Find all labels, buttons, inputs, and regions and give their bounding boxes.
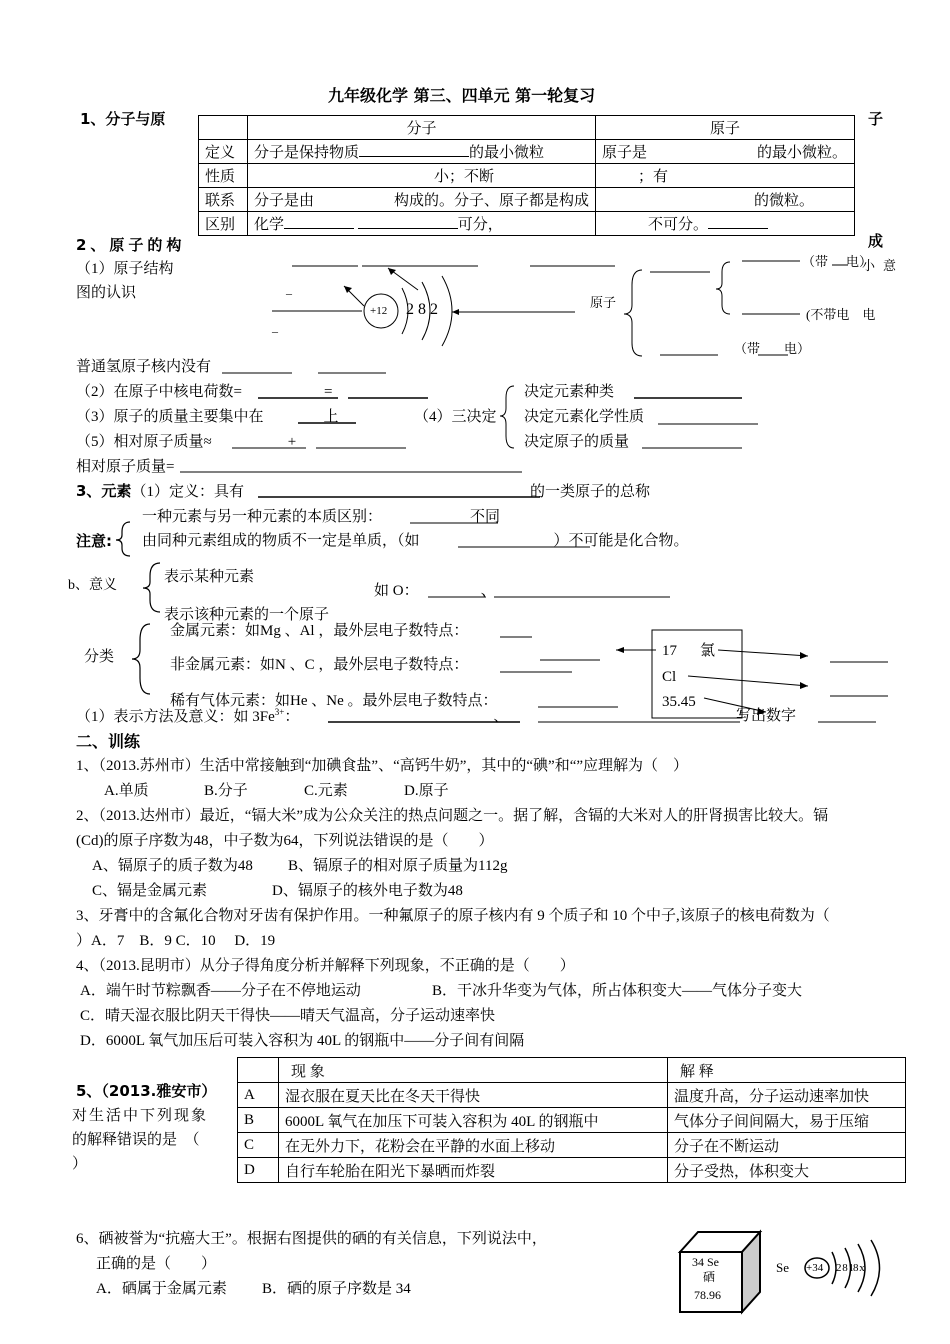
cell: ；有 [596, 164, 855, 188]
table-row: B 6000L 氧气在加压下可装入容积为 40L 的钢瓶中 气体分子间间隔大，易于压缩 [238, 1108, 906, 1133]
atom-label: 原子 [590, 295, 617, 310]
q4-text: 4、（2013.昆明市）从分子得角度分析并解释下列现象，不正确的是（ ） [76, 958, 575, 974]
notation-write-digit: 写出数字 [736, 708, 797, 724]
q6-relative-mass: 相对原子质量= [76, 459, 175, 475]
decide-3: 决定原子的质量 [524, 434, 630, 450]
hydrogen-note: 普通氢原子核内没有 [76, 359, 212, 375]
class-label: 分类 [84, 649, 115, 665]
q5-relative-mass: （5）相对原子质量≈ + [76, 434, 297, 450]
se-cell-cn: 硒 [703, 1270, 716, 1284]
nucleus-charge: +12 [370, 305, 388, 317]
cell-mass: 35.45 [662, 694, 696, 710]
section-2-label-tail: 成 [868, 232, 884, 250]
cell: 的微粒。 [596, 188, 855, 212]
note-1: 一种元素与另一种元素的本质区别： 不同 [142, 509, 501, 525]
section-1-label: 1、分子与原 [80, 110, 166, 128]
table-row: D 自行车轮胎在阳光下暴晒而炸裂 分子受热，体积变大 [238, 1158, 906, 1183]
cell: 分子是保持物质 的最小微粒 [248, 140, 596, 164]
q5-text-3: ） [72, 1156, 88, 1172]
atom-structure-label-1: （1）原子结构 [76, 261, 174, 277]
dash-1: – [286, 286, 292, 300]
cell: 原子是 的最小微粒。 [596, 140, 855, 164]
q2-options-2: C、镉是金属元素 D、镉原子的核外电子数为48 [92, 883, 463, 899]
cell: 不可分。 [596, 212, 855, 236]
meaning-1: 表示某种元素 [164, 569, 255, 585]
electron-shells: 2 8 2 [406, 301, 438, 318]
note-2: 由同种元素组成的物质不一定是单质，（如 ）不可能是化合物。 [142, 533, 689, 549]
se-cell-number: 34 Se [692, 1255, 719, 1269]
row-head: 联系 [199, 188, 248, 212]
dash-2: – [272, 324, 278, 338]
neutral-label: (不带电 电 [806, 307, 876, 322]
q5-head-phen: 现 象 [279, 1058, 668, 1083]
q5-label: 5、（2013.雅安市） [76, 1082, 217, 1100]
section-1-label-tail: 子 [868, 110, 884, 128]
class-nonmetal: 非金属元素：如N 、C ，最外层电子数特点： [170, 657, 469, 673]
col-molecule: 分子 [248, 116, 596, 140]
table-row: A 湿衣服在夏天比在冬天干得快 温度升高，分子运动速率加快 [238, 1083, 906, 1108]
decide-2: 决定元素化学性质 [524, 409, 645, 425]
cell-number: 17 [662, 643, 677, 659]
q4-option-c: C．晴天湿衣服比阴天干得快——晴天气温高，分子运动速率快 [80, 1008, 496, 1024]
se-cell-mass: 78.96 [694, 1288, 721, 1302]
class-metal: 金属元素：如Mg 、Al ，最外层电子数特点： [170, 623, 469, 639]
atom-structure-label-2: 图的认识 [76, 285, 137, 301]
class-noble: 稀有气体元素：如He 、Ne 。最外层电子数特点： [170, 693, 498, 709]
q3-line-1: 3、牙膏中的含氟化合物对牙齿有保护作用。一种氟原子的原子核内有 9 个质子和 10 个中子,该原子的核电荷数为（ [76, 908, 830, 924]
training-heading: 二、训练 [76, 732, 141, 751]
charge-label-1: （带 电） [802, 254, 873, 269]
se-nucleus: +34 [806, 1262, 824, 1274]
q5-text-2: 的解释错误的是 （ [72, 1132, 200, 1148]
q5-table [237, 1057, 906, 1183]
table-row: C 在无外力下，花粉会在平静的水面上移动 分子在不断运动 [238, 1133, 906, 1158]
page-title: 九年级化学 第三、四单元 第一轮复习 [328, 86, 596, 105]
cell: 化学 可分， [248, 212, 596, 236]
row-head: 定义 [199, 140, 248, 164]
charge-label-2: （带 电） [734, 341, 811, 356]
q2-line-1: 2、（2013.达州市）最近，“镉大米”成为公众关注的热点问题之一。据了解，含镉的大米对人的肝肾损害比较大。镉 [76, 808, 829, 824]
note-label: 注意: [76, 532, 112, 550]
meaning-label: b、意义 [68, 578, 117, 593]
row-head: 区别 [199, 212, 248, 236]
cell-symbol: Cl [662, 669, 677, 685]
col-atom: 原子 [596, 116, 855, 140]
q4-options-1: A．端午时节粽飘香——分子在不停地运动 B．干冰升华变为气体，所占体积变大——气体分子变大 [80, 983, 803, 999]
section-3-def: 3、元素（1）定义：具有 的一类原子的总称 [76, 482, 650, 500]
q4-option-d: D．6000L 氧气加压后可装入容积为 40L 的钢瓶中——分子间有间隔 [80, 1033, 525, 1049]
q6-options: A．硒属于金属元素 B．硒的原子序数是 34 [96, 1281, 411, 1297]
q6-line-2: 正确的是（ ） [96, 1256, 217, 1272]
decide-1: 决定元素种类 [524, 384, 615, 400]
q1-text: 1、（2013.苏州市）生活中常接触到“加碘食盐”、“高钙牛奶”，其中的“碘”和“”应理解为（ ） [76, 758, 689, 774]
cell: 分子是由 构成的。分子、原子都是构成 [248, 188, 596, 212]
q2-charge: （2）在原子中核电荷数= = [76, 384, 333, 400]
section-2-label: 2、原子的构 [76, 236, 186, 254]
cell: 小；不断 [248, 164, 596, 188]
cell-chinese-name: 氯 [700, 643, 716, 659]
q3-mass: （3）原子的质量主要集中在 上 [76, 409, 339, 425]
q5-head-expl: 解 释 [668, 1058, 906, 1083]
side-note: 小意 [862, 258, 905, 273]
se-shells: 2 8 18 x [836, 1262, 864, 1274]
notation-line: （1）表示方法及意义：如 $3Fe^{3+}$： 、 [76, 707, 509, 725]
q3-line-2: ）A．7 B．9 C．10 D．19 [76, 933, 276, 949]
q2-line-2: (Cd)的原子序数为48，中子数为64，下列说法错误的是（ ） [76, 833, 494, 849]
meaning-2: 表示该种元素的一个原子 [164, 607, 330, 623]
q1-options: A.单质 B.分子 C.元素 D.原子 [104, 783, 449, 799]
q5-text-1: 对生活中下列现象 [72, 1108, 209, 1124]
q6-line-1: 6、硒被誉为“抗癌大王”。根据右图提供的硒的有关信息，下列说法中， [76, 1231, 547, 1247]
q4-decide: （4）三决定 [414, 409, 497, 425]
q2-options-1: A、镉原子的质子数为48 B、镉原子的相对原子质量为112g [92, 858, 508, 874]
meaning-eg: 如 O： 、 [374, 583, 496, 599]
row-head: 性质 [199, 164, 248, 188]
se-atom-symbol: Se [776, 1260, 789, 1275]
